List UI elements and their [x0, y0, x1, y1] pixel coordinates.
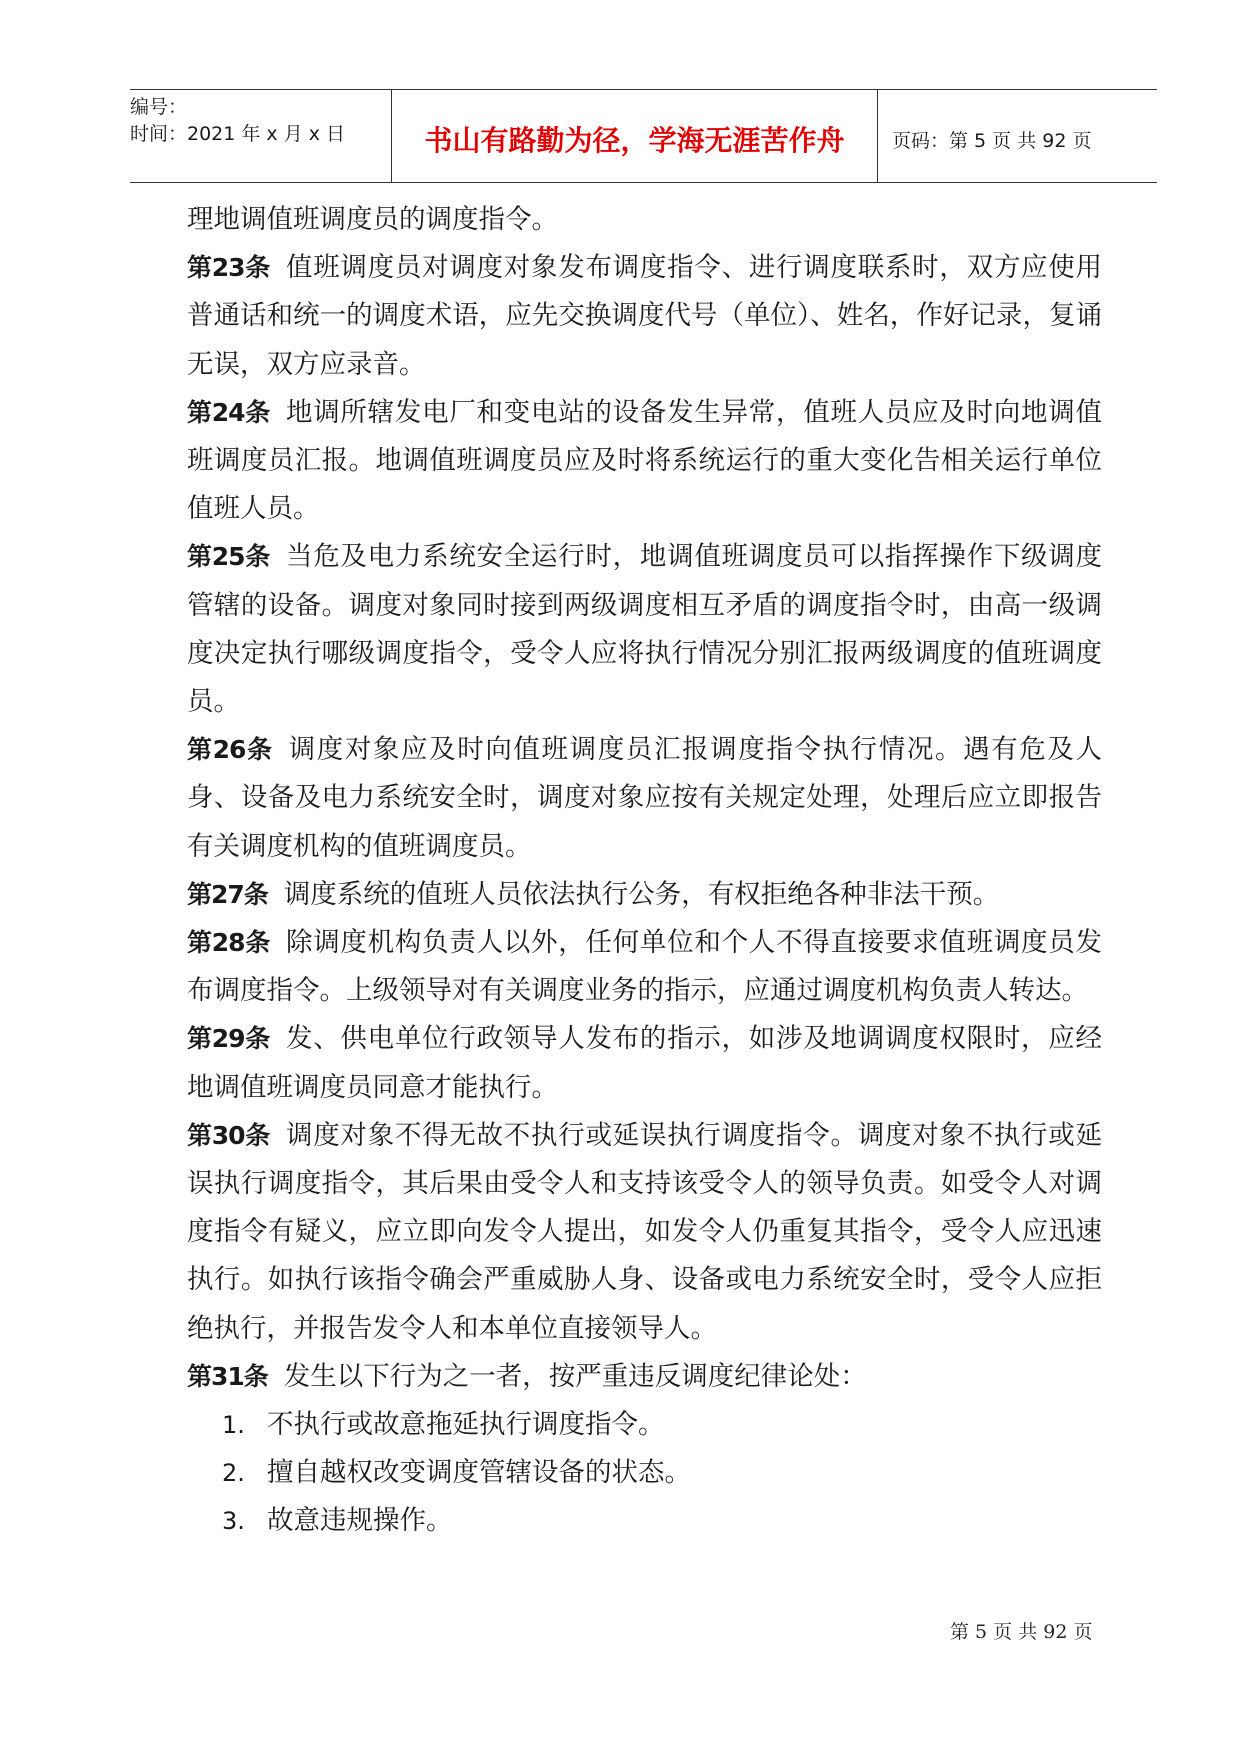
article-number: 第30条: [187, 1120, 270, 1150]
article-number: 第31条: [187, 1361, 268, 1391]
article-29: [187, 1015, 1102, 1111]
article-text: 地调所辖发电厂和变电站的设备发生异常，值班人员应及时向地调值班调度员汇报。地调值班调度员应及时将系统运行的重大变化告相关运行单位值班人员。: [187, 396, 1102, 525]
article-27: [187, 871, 1102, 919]
article-text: 调度对象应及时向值班调度员汇报调度指令执行情况。遇有危及人身、设备及电力系统安全时，调度对象应按有关规定处理，处理后应立即报告有关调度机构的值班调度员。: [187, 734, 1103, 862]
intro-paragraph: 理地调值班调度员的调度指令。: [187, 204, 558, 235]
list-item-text: 不执行或故意拖延执行调度指令。: [267, 1409, 665, 1441]
article-number: 第25条: [187, 542, 270, 572]
document-body: [187, 196, 1102, 1546]
article-25: [187, 533, 1102, 726]
list-item-number: 2.: [222, 1459, 245, 1488]
article-text: 发、供电单位行政领导人发布的指示，如涉及地调调度权限时，应经地调值班调度员同意才能执行。: [187, 1023, 1102, 1103]
article-31: [187, 1353, 1102, 1401]
list-item-number: 1.: [222, 1411, 245, 1440]
article-text: 调度系统的值班人员依法执行公务，有权拒绝各种非法干预。: [283, 878, 1000, 910]
document-number-label: 编号：: [130, 96, 188, 118]
page-footer: 第 5 页 共 92 页: [950, 1621, 1093, 1643]
article-number: 第28条: [187, 928, 270, 958]
article-26: [187, 726, 1102, 871]
list-item: [187, 1401, 1102, 1449]
article-23: [187, 244, 1102, 389]
list-item-text: 故意违规操作。: [267, 1505, 453, 1537]
article-number: 第27条: [187, 879, 268, 909]
list-item-text: 擅自越权改变调度管辖设备的状态。: [267, 1457, 691, 1489]
article-text: 发生以下行为之一者，按严重违反调度纪律论处：: [283, 1360, 867, 1392]
article-text: 值班调度员对调度对象发布调度指令、进行调度联系时，双方应使用普通话和统一的调度术语，应先交换调度代号（单位）、姓名，作好记录，复诵无误，双方应录音。: [187, 252, 1102, 380]
article-number: 第26条: [187, 735, 273, 765]
list-item: [187, 1497, 1102, 1545]
header-page-label: 页码：第 5 页 共 92 页: [892, 129, 1092, 152]
header-motto: 书山有路勤为径，学海无涯苦作舟: [392, 90, 878, 182]
article-24: [187, 389, 1102, 534]
article-28: [187, 919, 1102, 1015]
list-item-number: 3.: [222, 1507, 245, 1536]
header-info: [130, 90, 392, 182]
document-time-label: 时间：2021 年 x 月 x 日: [130, 123, 346, 145]
list-item: [187, 1449, 1102, 1497]
article-text: 调度对象不得无故不执行或延误执行调度指令。调度对象不执行或延误执行调度指令，其后果由受令人和支持该受令人的领导负责。如受令人对调度指令有疑义，应立即向发令人提出，如发令人仍重复其指令，受令人应迅速执行。如执行该指令确会严重威胁人身、设备或电力系统安全时，受令人应拒绝执行，并报告发令人和本单位直接领导人。: [187, 1119, 1102, 1344]
article-text: 除调度机构负责人以外，任何单位和个人不得直接要求值班调度员发布调度指令。上级领导对有关调度业务的指示，应通过调度机构负责人转达。: [187, 927, 1102, 1007]
article-text: 当危及电力系统安全运行时，地调值班调度员可以指挥操作下级调度管辖的设备。调度对象同时接到两级调度相互矛盾的调度指令时，由高一级调度决定执行哪级调度指令，受令人应将执行情况分别汇报两级调度的值班调度员。: [187, 541, 1102, 718]
article-number: 第23条: [187, 253, 270, 283]
page-header: [130, 89, 1157, 183]
article-number: 第29条: [187, 1024, 270, 1054]
article-number: 第24条: [187, 397, 270, 427]
article-30: [187, 1112, 1102, 1353]
